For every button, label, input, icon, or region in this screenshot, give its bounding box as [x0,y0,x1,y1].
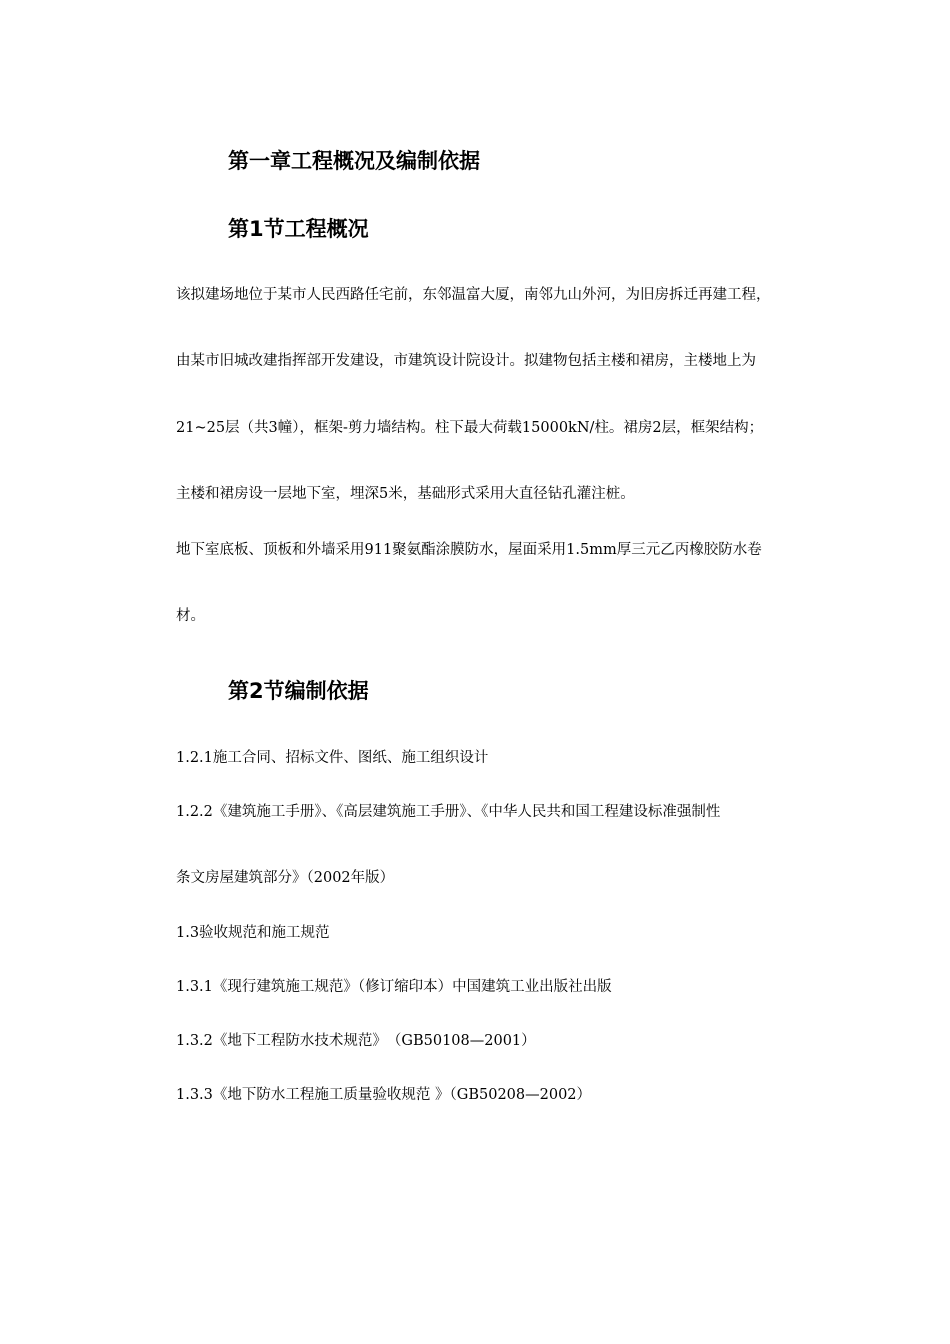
section-2-line: 1.3.3《地下防水工程施工质量验收规范 》（GB50208—2002） [176,1087,592,1103]
chapter-title: 第一章工程概况及编制依据 [228,149,480,173]
section-1-line: 主楼和裙房设一层地下室，埋深5米，基础形式采用大直径钻孔灌注桩。 [176,486,635,502]
section-1-line: 材。 [176,608,205,624]
section-2-line: 1.3验收规范和施工规范 [176,925,330,941]
section-1-line: 由某市旧城改建指挥部开发建设，市建筑设计院设计。拟建物包括主楼和裙房，主楼地上为 [176,353,756,369]
section-2-line: 1.3.2《地下工程防水技术规范》 （GB50108—2001） [176,1033,536,1049]
section-2-line: 1.2.1施工合同、招标文件、图纸、施工组织设计 [176,750,489,766]
section-1-title: 第1节工程概况 [228,217,369,241]
section-2-line: 条文房屋建筑部分》（2002年版） [176,870,395,886]
section-1-line: 该拟建场地位于某市人民西路任宅前，东邻温富大厦，南邻九山外河，为旧房拆迁再建工程， [176,287,771,303]
section-1-line: 地下室底板、顶板和外墙采用911聚氨酯涂膜防水，屋面采用1.5mm厚三元乙丙橡胶防水卷 [176,542,762,558]
section-1-line: 21~25层（共3幢），框架-剪力墙结构。柱下最大荷载15000kN/柱。裙房2层，框架结构； [176,420,764,436]
section-2-title: 第2节编制依据 [228,679,369,703]
section-2-line: 1.3.1《现行建筑施工规范》（修订缩印本）中国建筑工业出版社出版 [176,979,612,995]
section-2-line: 1.2.2《建筑施工手册》、《高层建筑施工手册》、《中华人民共和国工程建设标准强制性 [176,804,721,820]
